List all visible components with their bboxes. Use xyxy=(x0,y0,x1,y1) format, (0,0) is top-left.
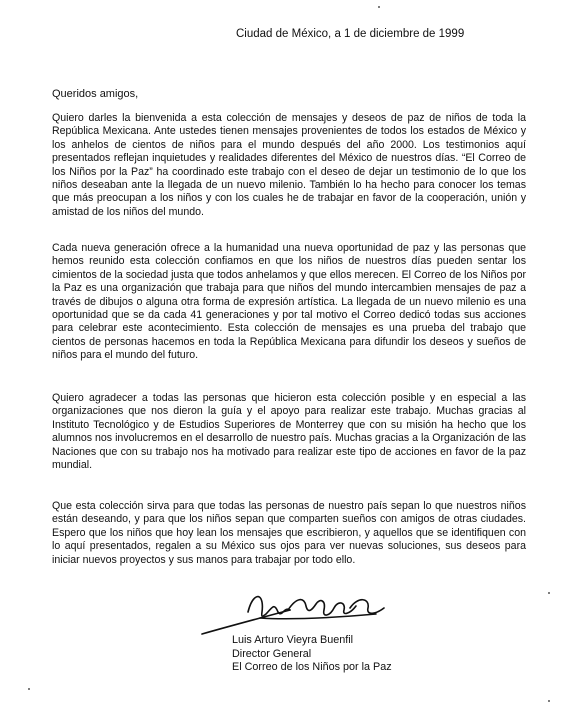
scan-speck xyxy=(548,700,550,702)
letter-greeting: Queridos amigos, xyxy=(52,88,139,100)
letter-paragraph-3: Quiero agradecer a todas las personas que hicieron esta colección posible y en especial a las organizaciones que nos dieron la guía y el apoyo para realizar este trabajo. Muchas gracias al Instituto Tecnológico y de Estudios Superiores de Monterrey que con su misión ha hecho que los alumnos nos involucremos en el desarrollo de nuestro país. Muchas gracias a la Organización de las Naciones que con su trabajo nos ha motivado para realizar este tipo de acciones en favor de la paz mundial. xyxy=(52,392,526,472)
scan-speck xyxy=(28,688,30,690)
scan-speck xyxy=(548,592,550,594)
handwritten-signature xyxy=(200,588,390,638)
letter-paragraph-1: Quiero darles la bienvenida a esta colección de mensajes y deseos de paz de niños de toda la República Mexicana. Ante ustedes tienen mensajes provenientes de todos los estados de México y los anhelos de cientos de niños para el mundo después del año 2000. Los testimonios aquí presentados reflejan inquietudes y realidades diferentes del México de nuestros días. “El Correo de los Niños por la Paz” ha coordinado este trabajo con el deseo de dejar un testimonio de lo que los niños deseaban ante la llegada de un nuevo milenio. También lo ha hecho para conocer los temas que más preocupan a los niños y con los cuales he de trabajar en favor de la cooperación, unión y amistad de los niños del mundo. xyxy=(52,112,526,218)
signature-block xyxy=(232,634,392,675)
letter-paragraph-4: Que esta colección sirva para que todas las personas de nuestro país sepan lo que nuestros niños están deseando, y para que los niños sepan que comparten sueños con amigos de otras ciudades. Espero que los niños que hoy lean los mensajes que escribieron, y aquellos que se identifiquen con lo aquí presentados, regalen a su México sus ojos para ver nuevas soluciones, sus deseos para iniciar nuevos proyectos y sus manos para trabajar por todo ello. xyxy=(52,500,526,566)
signer-name: Luis Arturo Vieyra Buenfil xyxy=(232,634,354,646)
scan-speck xyxy=(378,6,380,8)
letter-paragraph-2: Cada nueva generación ofrece a la humanidad una nueva oportunidad de paz y las personas que hemos reunido esta colección confiamos en que los niños de nuestros días pueden sentar los cimientos de la sociedad justa que todos anhelamos y que ellos merecen. El Correo de los Niños por la Paz es una organización que trabaja para que niños del mundo intercambien mensajes de paz a través de dibujos o alguna otra forma de expresión artística. La llegada de un nuevo milenio es una oportunidad que se da cada 41 generaciones y por tal motivo el Correo dedicó todas sus acciones para celebrar este acontecimiento. Esta colección de mensajes es una prueba del trabajo que cientos de personas hacemos en toda la República Mexicana para difundir los deseos y sueños de niños para el mundo del futuro. xyxy=(52,242,526,362)
signer-organization: El Correo de los Niños por la Paz xyxy=(232,661,392,674)
signer-title: Director General xyxy=(232,647,312,660)
letter-date: Ciudad de México, a 1 de diciembre de 1999 xyxy=(236,28,465,40)
